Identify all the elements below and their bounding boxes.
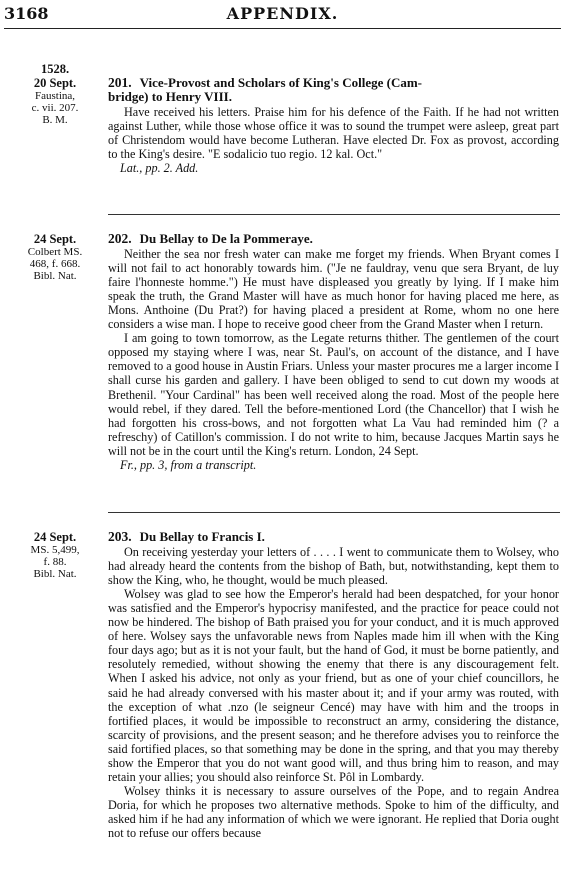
margin-source: Bibl. Nat. (33, 568, 77, 580)
entry-separator (108, 512, 560, 513)
entry-title (108, 76, 559, 104)
entry-separator (108, 214, 560, 215)
entry-body (108, 530, 559, 870)
margin-source: Colbert MS. (27, 246, 83, 258)
margin-source: Faustina, (34, 90, 76, 102)
entry-paragraph: Wolsey thinks it is necessary to assure ourselves of the Pope, and to regain Andrea Doria, for which he proposes two alternative methods. Spoke to him of the difficulty, and asked him if he had any information of which we were ignorant. He replied that Doria ought not to refuse our offers because (108, 783, 559, 840)
entry-note: Fr., pp. 3, from a transcript. (120, 457, 257, 472)
entry-number: 202. (108, 231, 132, 246)
margin-source: c. vii. 207. (31, 102, 79, 114)
margin-note (6, 62, 104, 126)
header-rule (4, 28, 561, 29)
margin-date: 20 Sept. (33, 76, 77, 90)
margin-source: 468, f. 668. (29, 258, 81, 270)
margin-date: 24 Sept. (33, 232, 77, 246)
entry-title (108, 530, 559, 544)
entry-title-text: Vice-Provost and Scholars of King's College (Cam- (139, 75, 422, 90)
entry-paragraph: I am going to town tomorrow, as the Legate returns thither. The gentlemen of the court opposed my staying where I was, near St. Paul's, on account of the distance, and I have removed to a good house in Austin Friars. Unless your master procures me a larger income I shall curse his garden and gallery. I have been obliged to send to cut down my woods at Brethenil. "Your Cardinal" has been well received along the road. Most of the people here would rebel, if they dared. Tell the before-mentioned Lord (the Chancellor) that I wish he had forgotten his cross-bows, and not forgotten what La Vau had reminded him (? a refreschy) of Catillon's commission. I do not write to him, because Jacques Martin says he will not be in the court until the King's return. London, 24 Sept. (108, 331, 559, 458)
entry-body (108, 76, 559, 175)
margin-source: f. 88. (43, 556, 67, 568)
entry-title-text-2: bridge) to Henry VIII. (108, 89, 232, 105)
margin-source: MS. 5,499, (30, 544, 80, 556)
entry-paragraph: Neither the sea nor fresh water can make me forget my friends. When Bryant comes I will not fail to act honorably towards him. ("Je ne fauldray, venu que sera Bryant, de luy faire l'honneste homme.") He must have displeased you greatly by lying. If I make him speak the truth, the Grand Master will have as much honor for having placed me here, as Mons. Anthoine (Du Prat?) for having placed a president at Rome, whom no one here considers a wise man. I hope to receive good cheer from the Grand Master when I return. (108, 247, 559, 332)
entry-title (108, 232, 559, 246)
page-header (4, 4, 561, 26)
entry-number: 201. (108, 75, 132, 90)
margin-source: Bibl. Nat. (33, 270, 77, 282)
running-title: APPENDIX. (226, 4, 339, 23)
margin-note (6, 232, 104, 282)
entry-body (108, 232, 559, 472)
margin-note (6, 530, 104, 580)
margin-year: 1528. (40, 62, 70, 76)
entry-title-text: Du Bellay to De la Pommeraye. (139, 231, 313, 246)
entry-paragraph: On receiving yesterday your letters of . . . . I went to communicate them to Wolsey, who had already heard the contents from the bishop of Bath, but, notwithstanding, kept them to show the King, who, he thought, would be much pleased. (108, 545, 559, 588)
margin-date: 24 Sept. (33, 530, 77, 544)
entry-paragraph: Wolsey was glad to see how the Emperor's herald had been despatched, for your honor was satisfied and the Emperor's hypocrisy manifested, and the practice for peace could not now be hindered. The bishop of Bath praised you for your conduct, and it is much approved of here. Wolsey says the unfavorable news from Naples made him ill when with the King four days ago; but as it is not your fault, but the hand of God, it must be borne patiently, and resolutely remedied, without showing the enemy that there is any discouragement felt. When I asked his advice, not only as your friend, but as one of your chief councillors, he said he had already conversed with his master about it; and if your army was routed, with the exception of what .nzo (le seigneur Cencé) may have with him and the troops in fortified places, it would be impossible to reconstruct an army, considering the distance, scarcity of provisions, and the present season; and he therefore advises you to reinforce the said fortified places, so that something may be done in the spring, and that you may thereby show the Emperor that you do not want good will, and thus bring him to reason, and may retain your allies; you should also reinforce St. Pôl in Lombardy. (108, 587, 559, 784)
page-number: 3168 (4, 4, 49, 23)
entry-title-text: Du Bellay to Francis I. (139, 530, 265, 544)
entry-note: Lat., pp. 2. Add. (120, 161, 199, 176)
margin-source: B. M. (42, 114, 68, 126)
entry-paragraph: Have received his letters. Praise him for his defence of the Faith. If he had not written against Luther, while those whose office it was to sound the trumpet were asleep, great part of Christendom would have become Lutheran. Have elected Dr. Fox as provost, according to the King's desire. "E sodalicio tuo regio. 12 kal. Oct." (108, 105, 559, 162)
entry-number: 203. (108, 530, 132, 544)
